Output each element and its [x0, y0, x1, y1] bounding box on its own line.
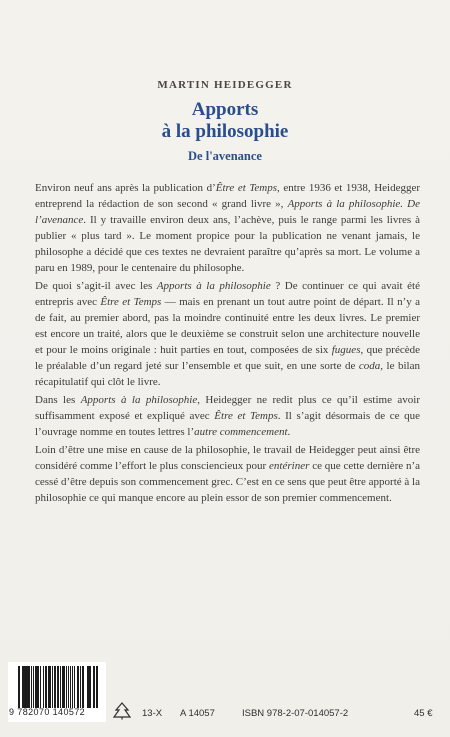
price: 45 €: [414, 708, 433, 719]
catalog-code: A 14057: [180, 708, 215, 719]
book-title-line-2: à la philosophie: [161, 121, 289, 142]
author-name: MARTIN HEIDEGGER: [157, 79, 293, 91]
series-code: 13-X: [142, 708, 163, 719]
blurb-paragraph: Dans les Apports à la philosophie, Heidegger ne redit plus ce qu’il estime avoir suffisamment exposé et expliqué avec Être et Temps. Il s’agit désormais de ce que l’ouvrage nomme en toutes lettres l’autre commencement.: [35, 394, 421, 438]
book-subtitle: De l'avenance: [188, 149, 262, 163]
barcode: [18, 666, 98, 708]
blurb-paragraph: Loin d’être une mise en cause de la philosophie, le travail de Heidegger peut ainsi être considéré comme l’effort le plus consciencieux pour entériner ce que cette dernière n’a cessé d’être depuis son commencement grec. C’est en ce sens que peut être apporté à la philosophie ce qui manque encore au plein essor de son premier commencement.: [35, 444, 420, 504]
barcode-digits: 9 782070 140572: [9, 707, 86, 717]
book-title: [0, 99, 450, 143]
gallimard-logo-icon: [112, 702, 132, 720]
blurb-text: [35, 180, 420, 508]
blurb-paragraph: Environ neuf ans après la publication d’Être et Temps, entre 1936 et 1938, Heidegger entreprend la rédaction de son second « grand livre », Apports à la philosophie. De l’avenance. Il y travaille environ deux ans, l’achève, puis le range parmi les livres à publier « plus tard ». Le moment propice pour la publication ne venant jamais, le philosophe a décidé que ces textes ne devraient paraître qu’après sa mort. Le volume a paru en 1989, pour le centenaire du philosophe.: [35, 182, 421, 274]
book-title-line-1: Apports: [191, 99, 259, 120]
blurb-paragraph: De quoi s’agit-il avec les Apports à la philosophie ? De continuer ce qui avait été entrepris avec Être et Temps — mais en prenant un tout autre point de départ. Il n’y a de fait, au premier abord, pas la moindre continuité entre les deux livres. Le premier est encore un traité, alors que le deuxième se construit selon une architecture nouvelle et pour le moins originale : huit parties en tout, composées de six fugues, que précède le préalable d’un regard jeté sur l’ensemble et que suit, en une sorte de coda, le bilan récapitulatif qui clôt le livre.: [35, 280, 421, 388]
isbn: ISBN 978-2-07-014057-2: [242, 708, 349, 719]
